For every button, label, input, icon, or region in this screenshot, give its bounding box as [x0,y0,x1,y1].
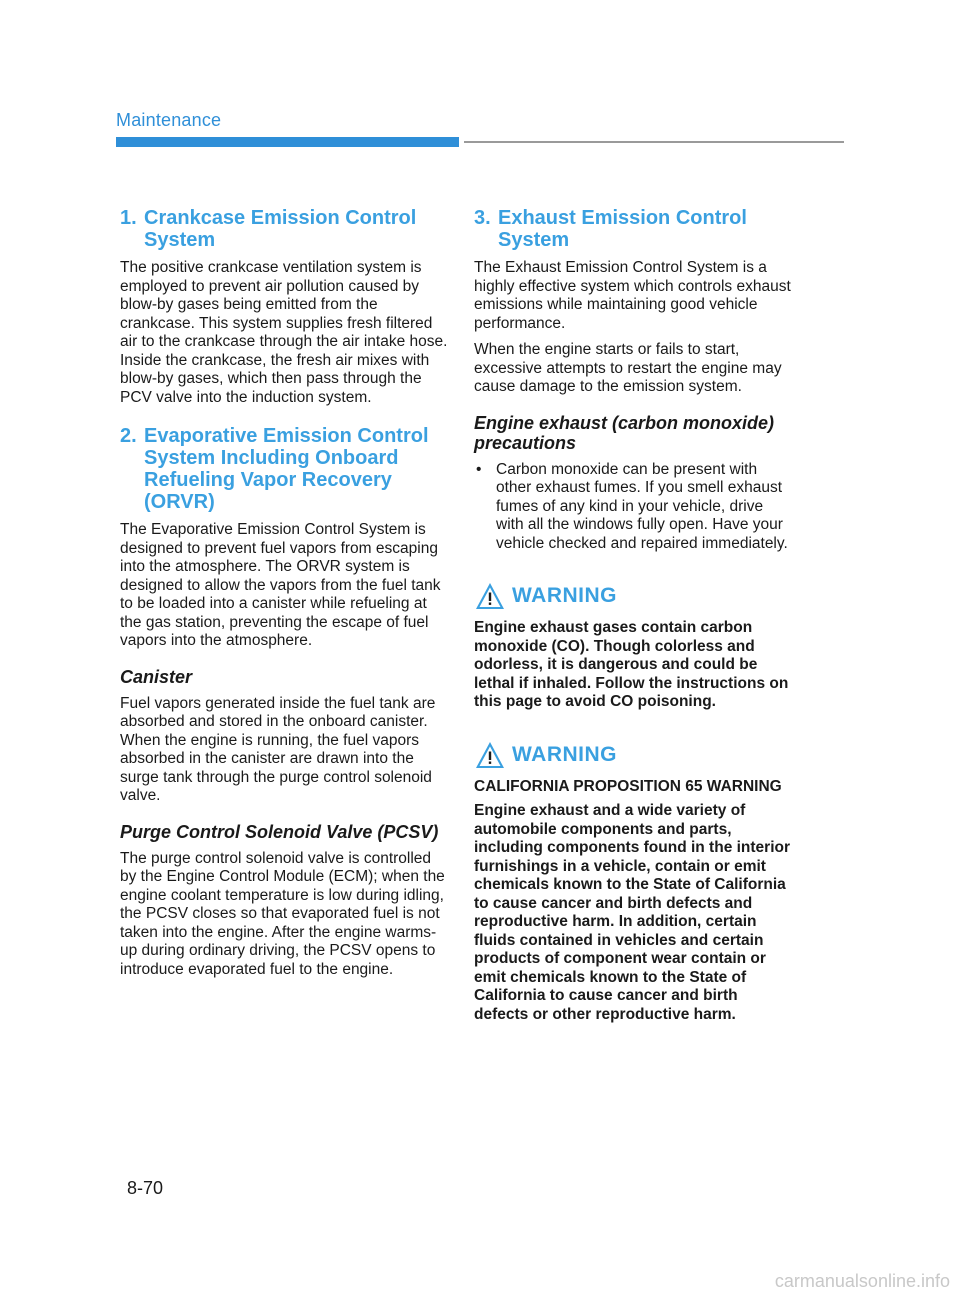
page-number: 8-70 [127,1178,164,1198]
section-number: 3. [474,207,491,229]
header-title: Maintenance [116,110,222,130]
list-item [474,461,794,554]
right-column [474,207,794,1024]
section-heading-crankcase [120,207,448,251]
warning-subtitle: CALIFORNIA PROPOSITION 65 WARNING [474,777,782,795]
bullet-marker: • [476,460,482,478]
crankcase-body: The positive crankcase ventilation system is employed to prevent air pollution caused by blow-by gases being emitted from the crankcase. This system supplies fresh filtered air to the crankcase through the air intake hose. Inside the crankcase, the fresh air mixes with blow-by gases, which then pass through the PCV valve into the induction system. [120,259,448,406]
pcsv-body: The purge control solenoid valve is controlled by the Engine Control Module (ECM); when the engine coolant temperature is low during idling, the PCSV closes so that evaporated fuel is not taken into the engine. After the engine warms-up during ordinary driving, the PCSV opens to introduce evaporated fuel to the engine. [120,849,445,978]
list-item-text: Carbon monoxide can be present with other exhaust fumes. If you smell exhaust fumes of any kind in your vehicle, drive with all the windows fully open. Have your vehicle checked and repaired immediately. [496,460,788,552]
section-number: 2. [120,425,137,447]
exhaust-body-2: When the engine starts or fails to start, excessive attempts to restart the engine may cause damage to the emission system. [474,341,782,395]
warning-title: WARNING [512,584,617,607]
warning-box-prop65 [474,740,794,1025]
warning-text: Engine exhaust and a wide variety of automobile components and parts, including components found in the interior furnishings in a vehicle, contain or emit chemicals known to the State of California to cause cancer and birth defects and reproductive harm. In addition, certain fluids contained in vehicles and certain products of component wear contain or emit chemicals known to the State of California to cause cancer and birth defects or other reproductive harm. [474,802,791,1023]
section-title: Evaporative Emission Control System Including Onboard Refueling Vapor Recovery (ORVR) [144,425,429,513]
warning-title: WARNING [512,742,617,766]
canister-body: Fuel vapors generated inside the fuel tank are absorbed and stored in the onboard canister. When the engine is running, the fuel vapors absorbed in the canister are drawn into the surge tank through the purge control solenoid valve. [120,694,436,804]
canister-heading: Canister [120,666,193,687]
header-rule [464,141,844,143]
left-column [120,207,448,987]
co-precautions-heading: Engine exhaust (carbon monoxide) precautions [474,412,775,453]
warning-text: Engine exhaust gases contain carbon monoxide (CO). Though colorless and odorless, it is dangerous and could be lethal if inhaled. Follow the instructions on this page to avoid CO poisoning. [474,619,789,710]
section-title: Exhaust Emission Control System [498,207,747,251]
warning-triangle-icon [474,581,506,611]
watermark: carmanualsonline.info [774,1271,950,1291]
header-bar [116,137,459,147]
exhaust-body-1: The Exhaust Emission Control System is a highly effective system which controls exhaust emissions while maintaining good vehicle performance. [474,259,791,332]
evaporative-body: The Evaporative Emission Control System is designed to prevent fuel vapors from escaping into the atmosphere. The ORVR system is designed to allow the vapors from the fuel tank to be loaded into a canister while refueling at the gas station, preventing the escape of fuel vapors into the atmosphere. [120,521,441,649]
pcsv-heading: Purge Control Solenoid Valve (PCSV) [120,821,439,842]
section-heading-exhaust [474,207,794,251]
warning-triangle-icon [474,740,506,770]
section-number: 1. [120,207,137,229]
section-heading-evaporative [120,425,448,513]
co-precautions-list [474,461,794,554]
warning-box-co [474,581,794,712]
section-title: Crankcase Emission Control System [144,207,417,251]
